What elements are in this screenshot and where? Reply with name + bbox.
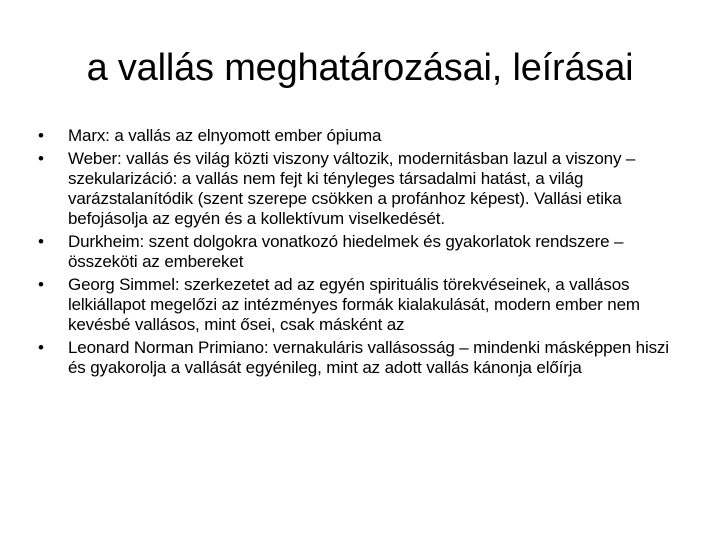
bullet-simmel [38, 275, 686, 335]
slide-title: a vallás meghatározásai, leírásai [86, 47, 634, 89]
bullet-icon: • [38, 275, 44, 294]
bullet-icon: • [38, 232, 44, 251]
bullet-marx [38, 126, 686, 146]
bullet-list [38, 126, 686, 381]
bullet-text: Georg Simmel: szerkezetet ad az egyén spirituális törekvéseinek, a vallásos lelkiállapot megelőzi az intézményes formák kialakulását, modern ember nem kevésbé vallásos, mint ősei, csak másként az [68, 275, 640, 334]
bullet-icon: • [38, 126, 44, 145]
bullet-text: Weber: vallás és világ közti viszony változik, modernitásban lazul a viszony – szekularizáció: a vallás nem fejt ki tényleges társadalmi hatást, a világ varázstalanítódik (szent szerepe csökken a profánhoz képest). Vallási etika befojásolja az egyén és a kollektívum viselkedését. [68, 149, 636, 228]
bullet-icon: • [38, 149, 44, 168]
bullet-text: Durkheim: szent dolgokra vonatkozó hiedelmek és gyakorlatok rendszere – összeköti az embereket [68, 232, 624, 271]
bullet-weber [38, 149, 686, 229]
bullet-icon: • [38, 338, 44, 357]
bullet-durkheim [38, 232, 686, 272]
bullet-text: Marx: a vallás az elnyomott ember ópiuma [68, 126, 382, 145]
bullet-primiano [38, 338, 686, 378]
bullet-text: Leonard Norman Primiano: vernakuláris vallásosság – mindenki másképpen hiszi és gyakorolja a vallását egyénileg, mint az adott vallás kánonja előírja [68, 338, 669, 377]
